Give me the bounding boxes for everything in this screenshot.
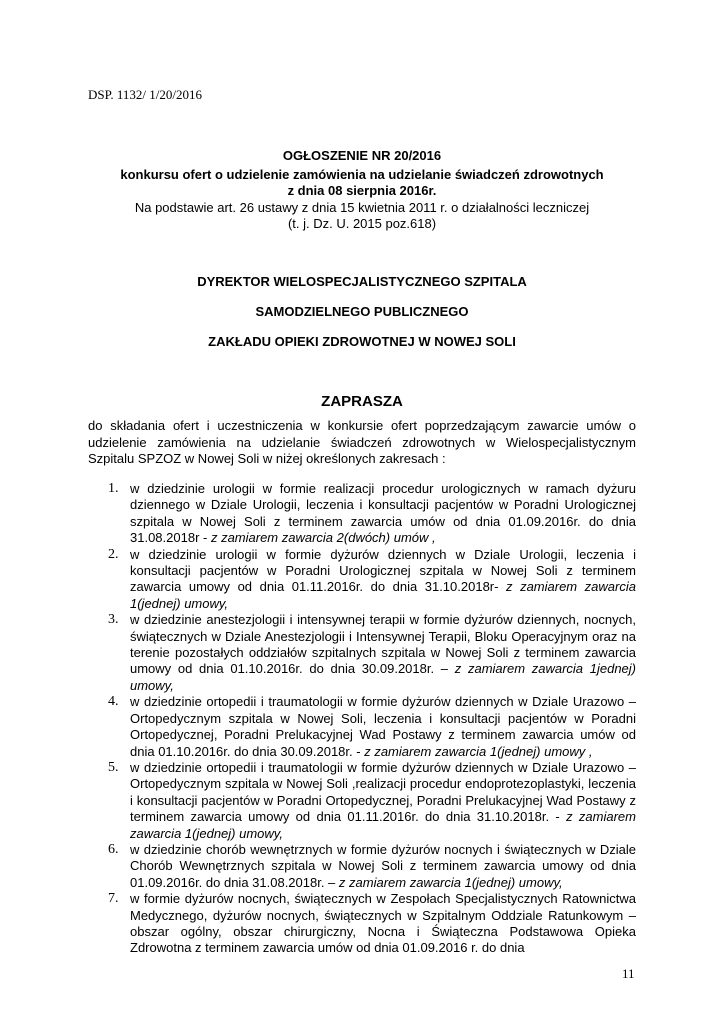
intro-paragraph: do składania ofert i uczestniczenia w konkursie ofert poprzedzającym zawarcie umów o udzielenie zamówienia na udzielanie świadczeń zdrowotnych w Wielospecjalistycznym Szpitalu SPZOZ w Nowej Soli w niżej określonych zakresach : xyxy=(88,418,636,466)
legal-basis: Na podstawie art. 26 ustawy z dnia 15 kwietnia 2011 r. o działalności leczniczej xyxy=(134,200,590,215)
item-text: w dziedzinie ortopedii i traumatologii w formie dyżurów dziennych w Dziale Urazowo – Ortopedycznym szpitala w Nowej Soli, leczenia i konsultacji pacjentów w Poradni Ortopedycznej, Poradni Prelukacyjnej Wad Postawy z terminem zawarcia umów od dnia 01.10.2016r. do dnia 30.09.2018r. - xyxy=(130,694,636,759)
item-italic: z zamiarem zawarcia 2(dwóch) umów , xyxy=(210,530,436,546)
list-item xyxy=(88,481,636,547)
item-text: w dziedzinie chorób wewnętrznych w formie dyżurów nocnych i świątecznych w Dziale Chorób Wewnętrznych szpitala w Nowej Soli z terminem zawarcia umowy od dnia 01.09.2016r. do dnia 31.08.2018r. – xyxy=(130,841,636,890)
scope-list xyxy=(88,481,636,957)
list-item xyxy=(88,842,636,891)
director-line-3: ZAKŁADU OPIEKI ZDROWOTNEJ W NOWEJ SOLI xyxy=(208,334,516,349)
item-number: 1. xyxy=(108,481,119,496)
invitation-heading: ZAPRASZA xyxy=(321,393,403,410)
item-italic: z zamiarem zawarcia 1jednej) umowy, xyxy=(130,661,636,693)
list-item xyxy=(88,547,636,613)
item-number: 5. xyxy=(108,759,119,775)
list-item xyxy=(88,760,636,842)
director-line-1: DYREKTOR WIELOSPECJALISTYCZNEGO SZPITALA xyxy=(197,274,527,289)
page-number: 11 xyxy=(622,966,635,981)
item-text: w dziedzinie ortopedii i traumatologii w formie dyżurów dziennych w Dziale Urazowo – Ortopedycznym szpitala w Nowej Soli ,realizacji procedur endoprotezoplastyki, leczenia i konsultacji pacjentów w Poradni Ortopedycznej, Poradni Prelukacyjnej Wad Postawy z terminem zawarcia umowy od dnia 01.11.2016r. do dnia 31.10.2018r. - xyxy=(130,759,636,825)
item-text: w formie dyżurów nocnych, świątecznych w Zespołach Specjalistycznych Ratownictwa Medycznego, dyżurów nocnych, świątecznych w Szpitalnym Oddziale Ratunkowym – obszar ogólny, obszar chirurgiczny, Nocna i Świąteczna Podstawowa Opieka Zdrowotna z terminem zawarcia umów od dnia 01.09.2016 r. do dnia xyxy=(130,891,636,956)
item-text: w dziedzinie anestezjologii i intensywnej terapii w formie dyżurów dziennych, nocnych, świątecznych w Dziale Anestezjologii i Intensywnej Terapii, Bloku Operacyjnym oraz na terenie pozostałych oddziałów szpitalnych szpitala w Nowej Soli z terminem zawarcia umowy od dnia 01.10.2016r. do dnia 30.09.2018r. – xyxy=(130,612,636,677)
item-text: w dziedzinie urologii w formie dyżurów dziennych w Dziale Urologii, leczenia i konsultacji pacjentów w Poradni Urologicznej szpitala w Nowej Soli z terminem zawarcia umowy od dnia 01.11.2016r. do dnia 31.10.2018r- xyxy=(130,546,636,595)
director-line-2: SAMODZIELNEGO PUBLICZNEGO xyxy=(255,304,469,319)
announcement-title: OGŁOSZENIE NR 20/2016 xyxy=(282,148,442,163)
item-italic: z zamiarem zawarcia 1(jednej) umowy, xyxy=(130,809,636,841)
legal-citation: (t. j. Dz. U. 2015 poz.618) xyxy=(287,216,437,231)
item-italic: z zamiarem zawarcia 1(jednej) umowy , xyxy=(364,743,593,759)
list-item xyxy=(88,694,636,760)
item-text: w dziedzinie urologii w formie realizacji procedur urologicznych w ramach dyżuru dziennego w Dziale Urologii, leczenia i konsultacji pacjentów w Poradni Urologicznej szpitala w Nowej Soli z terminem zawarcia umów od dnia 01.09.2016r. do dnia 31.08.2018r - xyxy=(130,481,636,546)
list-item xyxy=(88,891,636,957)
document-reference: DSP. 1132/ 1/20/2016 xyxy=(88,87,203,102)
item-number: 7. xyxy=(108,891,119,907)
item-italic: z zamiarem zawarcia 1(jednej) umowy, xyxy=(338,874,563,890)
announcement-date: z dnia 08 sierpnia 2016r. xyxy=(287,183,437,198)
item-number: 6. xyxy=(108,841,119,857)
item-number: 4. xyxy=(108,694,119,710)
item-number: 2. xyxy=(108,546,119,562)
list-item xyxy=(88,612,636,694)
announcement-subject: konkursu ofert o udzielenie zamówienia na udzielanie świadczeń zdrowotnych xyxy=(120,167,604,182)
item-italic: z zamiarem zawarcia 1(jednej) umowy, xyxy=(130,579,636,611)
item-number: 3. xyxy=(108,612,119,628)
